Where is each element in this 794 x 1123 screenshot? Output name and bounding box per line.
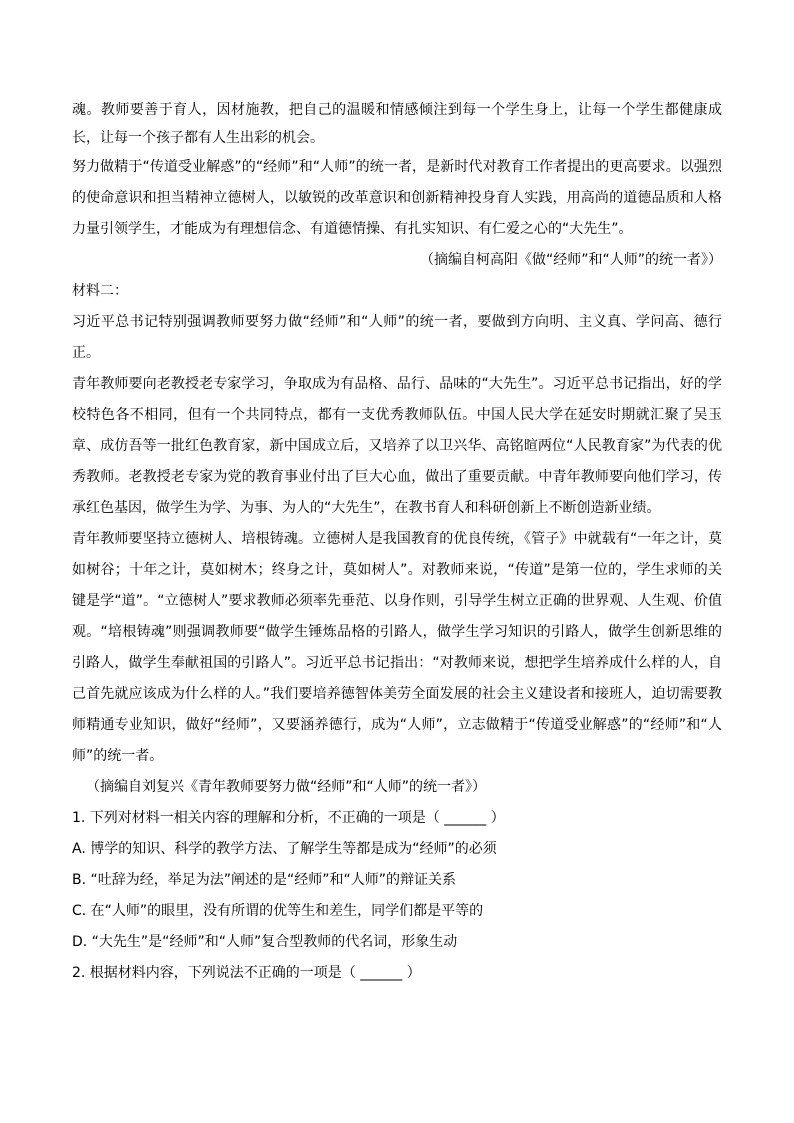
material1-source: （摘编自柯高阳《做“经师”和“人师”的统一者》） (419, 252, 722, 268)
material2-paragraph-2: 青年教师要向老教授老专家学习，争取成为有品格、品行、品味的“大先生”。习近平总书记指出，好的学校特色各不相同，但有一个共同特点，都有一支优秀教师队伍。中国人民大学在延安时期就汇聚了吴玉章、成仿吾等一批红色教育家，新中国成立后，又培养了以卫兴华、高铭暄两位“人民教育家”为代表的优秀教师。老教授老专家为党的教育事业付出了巨大心血，做出了重要贡献。中青年教师要向他们学习，传承红色基因，做学生为学、为事、为人的“大先生”，在教书育人和科研创新上不断创造新业绩。 (72, 376, 722, 516)
question-2-stem: 2. 根据材料内容，下列说法不正确的一项是（ ______ ） (72, 965, 421, 981)
material2-heading: 材料二： (72, 283, 128, 299)
material2-paragraph-3: 青年教师要坚持立德树人、培根铸魂。立德树人是我国教育的优良传统，《管子》中就载有“一年之计，莫如树谷；十年之计，莫如树木；终身之计，莫如树人”。对教师来说，“传道”是第一位的，学生求师的关键是学“道”。“立德树人”要求教师必须率先垂范、以身作则，引导学生树立正确的世界观、人生观、价值观。“培根铸魂”则强调教师要“做学生锤炼品格的引路人，做学生学习知识的引路人，做学生创新思维的引路人，做学生奉献祖国的引路人”。习近平总书记指出：“对教师来说，想把学生培养成什么样的人，自己首先就应该成为什么样的人。”我们要培养德智体美劳全面发展的社会主义建设者和接班人，迫切需要教师精通专业知识，做好“经师”，又要涵养德行，成为“人师”，立志做精于“传道受业解惑”的“经师”和“人师”的统一者。 (72, 531, 722, 764)
question-1-stem: 1. 下列对材料一相关内容的理解和分析，不正确的一项是（ ______ ） (72, 810, 505, 826)
material1-paragraph-1: 魂。教师要善于育人，因材施教，把自己的温暖和情感倾注到每一个学生身上，让每一个学生都健康成长，让每一个孩子都有人生出彩的机会。 (72, 102, 722, 146)
question-1-option-a: A. 博学的知识、科学的教学方法、了解学生等都是成为“经师”的必须 (72, 841, 497, 857)
material2-source: （摘编自刘复兴《青年教师要努力做“经师”和“人师”的统一者》） (86, 779, 487, 795)
question-1-option-d: D. “大先生”是“经师”和“人师”复合型教师的代名词，形象生动 (72, 934, 458, 950)
material1-paragraph-2: 努力做精于“传道受业解惑”的“经师”和“人师”的统一者，是新时代对教育工作者提出的更高要求。以强烈的使命意识和担当精神立德树人，以敏锐的改革意识和创新精神投身育人实践，用高尚的道德品质和人格力量引领学生，才能成为有理想信念、有道德情操、有扎实知识、有仁爱之心的“大先生”。 (72, 159, 722, 237)
question-1-option-c: C. 在“人师”的眼里，没有所谓的优等生和差生，同学们都是平等的 (72, 903, 484, 919)
question-1-option-b: B. “吐辞为经，举足为法”阐述的是“经师”和“人师”的辩证关系 (72, 872, 457, 888)
document-page (72, 96, 722, 989)
material2-paragraph-1: 习近平总书记特别强调教师要努力做“经师”和“人师”的统一者，要做到方向明、主义真、学问高、德行正。 (72, 314, 722, 361)
